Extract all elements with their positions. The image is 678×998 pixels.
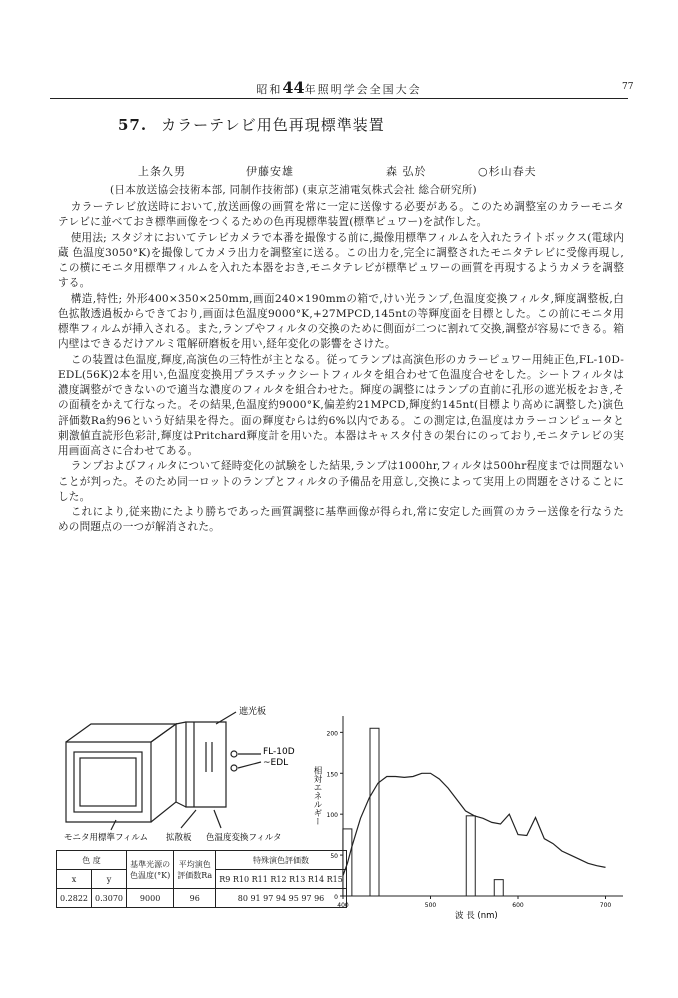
y-axis-label: 相対エネルギー	[312, 766, 322, 826]
author-3: 森 弘於	[386, 165, 427, 178]
page-number: 77	[622, 82, 634, 92]
paragraph-intro: カラーテレビ放送時において,放送画像の画質を常に一定に送像する必要がある。このため調整室のカラーモニタテレビに並べておき標準画像をつくるための色再現標準装置(標準ピュワー)を試作した。	[58, 201, 624, 229]
leader-diffuser	[181, 810, 196, 828]
leader-lamp	[238, 754, 261, 768]
label-filter: 色温度変換フィルタ	[206, 833, 282, 843]
label-film: モニタ用標準フィルム	[64, 833, 148, 843]
x-tick-label: 700	[599, 902, 612, 909]
x-tick-label: 400	[337, 902, 349, 909]
th-chroma: 色 度	[57, 851, 127, 870]
author-1: 上条久男	[138, 165, 186, 178]
paper-title	[118, 114, 385, 135]
header-era: 昭和	[256, 83, 283, 96]
th-special: 特殊演色評価数	[216, 851, 347, 870]
td-ct: 9000	[127, 889, 174, 908]
header-rule	[50, 98, 628, 99]
th-special-labels: R9 R10 R11 R12 R13 R14 R15	[216, 870, 347, 889]
table-header-row	[57, 851, 347, 870]
characteristics-table	[56, 850, 347, 908]
th-x: x	[57, 870, 92, 889]
author-4: ○杉山春夫	[478, 165, 537, 178]
x-tick-label: 600	[512, 902, 524, 909]
page-header	[0, 78, 678, 97]
x-tick-label: 500	[424, 902, 437, 909]
td-y: 0.3070	[92, 889, 127, 908]
paragraph-characteristics: この装置は色温度,輝度,高演色の三特性が主となる。従ってランプは高演色形のカラーピュワー用純正色,FL-10D-EDL(56K)2本を用い,色温度変換用プラスチックシートフィルタを組合わせて色温度合せをした。シートフィルタは濃度調整ができないので適当な濃度のフィルタを組合わせた。輝度の調整にはランプの直前に孔形の遮光板をおき,その面積をかえて行なった。その結果,色温度約9000°K,偏差約21MPCD,輝度約145nt(目標より高めに調整した)演色評価数Ra約96という好結果を得た。面の輝度むらは約6%以内である。この測定は,色温度はカラーコンピュータと刺激値直読形色彩計,輝度はPritchard輝度計を用いた。本器はキャスタ付きの架台にのっており,モニタテレビの実用画面高さに合わせてある。	[58, 353, 624, 457]
lamp-marker-top	[231, 751, 237, 757]
paragraph-usage: 使用法; スタジオにおいてテレビカメラで本番を撮像する前に,撮像用標準フィルムを入れたライトボックス(電球内蔵 色温度3050°K)を撮像してカメラ出力を調整室に送る。この出力を,完全に調整されたモニタテレビに受像再現し,この横にモニタ用標準フィルムを入れた本器をおき,モニタテレビが標準ピュワーの画質を再現するようカメラを調整する。	[58, 231, 624, 290]
paper-title-text: カラーテレビ用色再現標準装置	[161, 116, 385, 134]
paragraph-conclusion: これにより,従来勘にたより勝ちであった画質調整に基準画像が得られ,常に安定した画質のカラー送像を行なうための問題点の一つが解消された。	[58, 506, 624, 534]
y-tick-label: 100	[326, 812, 338, 820]
device-screen-inner	[80, 758, 136, 806]
th-y: y	[92, 870, 127, 889]
th-color-temp: 基準光源の 色温度(°K)	[127, 851, 174, 889]
td-special-values: 80 91 97 94 95 97 96	[216, 889, 347, 908]
y-tick-label: 0	[334, 894, 338, 901]
y-tick-label: 50	[330, 853, 338, 861]
device-top-face	[66, 724, 176, 742]
device-screen	[74, 752, 142, 812]
device-sketch	[56, 702, 296, 847]
x-axis-label: 波 長 (nm)	[455, 911, 498, 921]
y-tick-label: 150	[326, 771, 338, 779]
th-ra: 平均演色 評価数Ra	[174, 851, 216, 889]
body-text	[58, 200, 624, 536]
author-list	[138, 163, 537, 179]
label-diffuser: 拡散板	[166, 833, 192, 843]
label-lamp-line2: ~EDL	[263, 758, 289, 768]
affiliation: (日本放送協会技術本部, 同制作技術部) (東京芝浦電気株式会社 総合研究所)	[110, 184, 477, 196]
emission-line-bar	[494, 880, 503, 896]
paper-number: 57.	[118, 116, 148, 134]
label-shield: 遮光板	[239, 707, 267, 717]
spectral-curve	[343, 773, 606, 875]
paragraph-structure: 構造,特性; 外形400×350×250mm,画面240×190mmの箱で,けい光ランプ,色温度変換フィルタ,輝度調整板,白色拡散透過板からできており,画面は色温度9000°K,+27MPCD,145ntの等輝度面を目標とした。この前にモニタ用標準フィルムが挿入される。また,ランプやフィルタの交換のために側面が二つに割れて交換,調整が容易にできる。箱内壁はできるだけアルミ電解研磨板を用い,経年変化の影響をさけた。	[58, 292, 624, 351]
header-conference: 年照明学会全国大会	[304, 83, 422, 96]
spectral-chart	[305, 706, 635, 921]
emission-line-bar	[466, 816, 475, 896]
author-2: 伊藤安雄	[246, 165, 294, 178]
label-lamp-line1: FL-10D	[263, 747, 295, 757]
emission-line-bar	[370, 728, 379, 896]
lamp-marker-bottom	[231, 765, 237, 771]
td-ra: 96	[174, 889, 216, 908]
header-year: 44	[282, 78, 305, 97]
device-front-face	[66, 742, 151, 822]
paragraph-aging-test: ランプおよびフィルタについて経時変化の試験をした結果,ランプは1000hr,フィルタは500hr程度までは問題ないことが判った。そのため同一ロットのランプとフィルタの予備品を用意し,交換によって実用上の問題をさけることにした。	[58, 460, 624, 503]
td-x: 0.2822	[57, 889, 92, 908]
table-row	[57, 889, 347, 908]
leader-filter	[214, 810, 221, 828]
device-side-face	[151, 724, 176, 822]
y-tick-label: 200	[326, 730, 338, 738]
lamp-tubes	[206, 742, 212, 772]
